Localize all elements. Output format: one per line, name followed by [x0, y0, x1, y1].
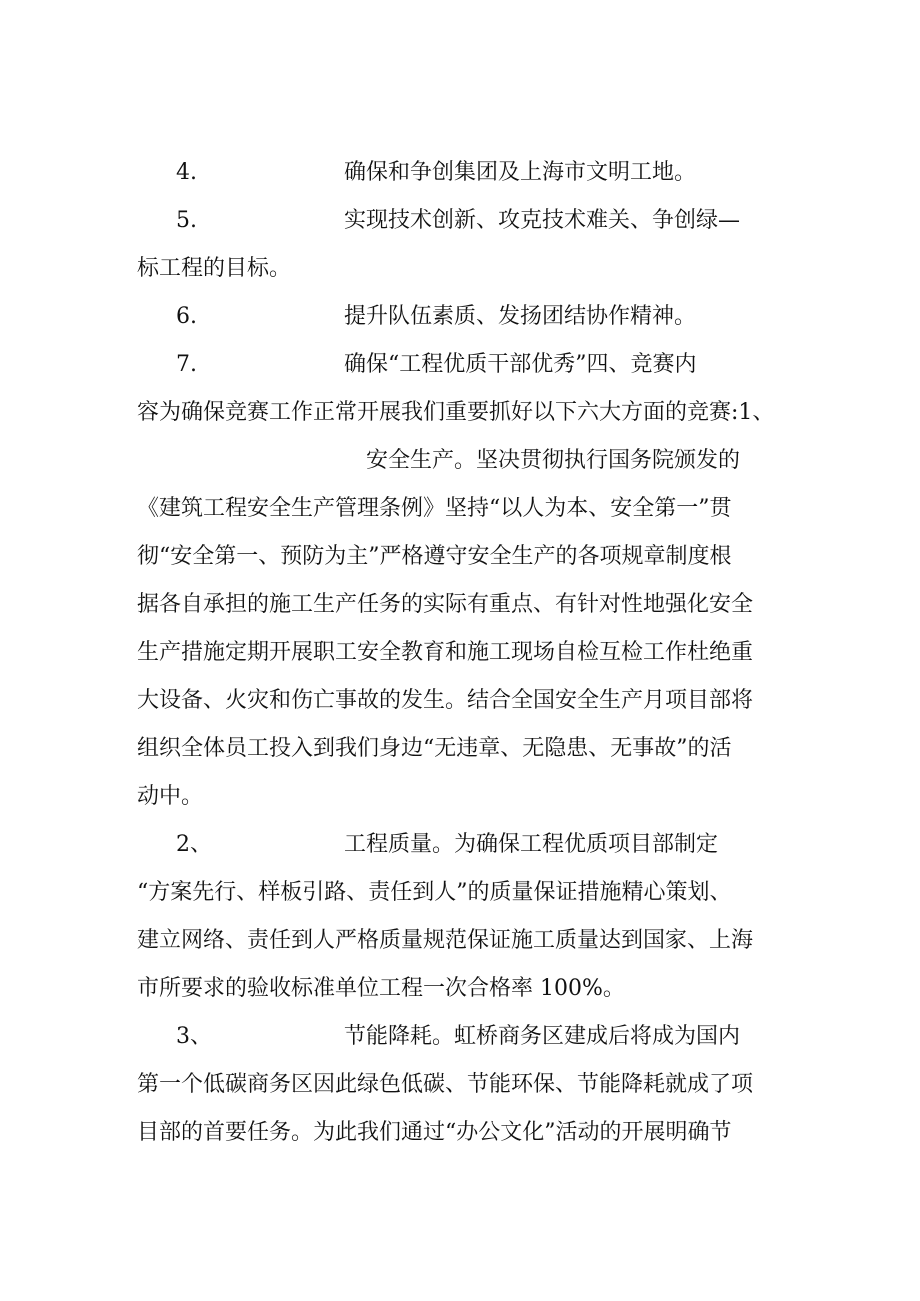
list-item-text: 确保“工程优质干部优秀”四、竞赛内 — [344, 352, 697, 377]
paragraph-line: 目部的首要任务。为此我们通过“办公文化”活动的开展明确节 — [137, 1120, 732, 1145]
list-item-text: 实现技术创新、攻克技术难关、争创绿— — [344, 208, 741, 233]
list-item-number: 4. — [176, 160, 197, 185]
paragraph-line: 据各自承担的施工生产任务的实际有重点、有针对性地强化安全 — [137, 592, 754, 617]
paragraph-line: 大设备、火灾和伤亡事故的发生。结合全国安全生产月项目部将 — [137, 688, 754, 713]
paragraph-line: 生产措施定期开展职工安全教育和施工现场自检互检工作杜绝重 — [137, 640, 754, 665]
paragraph-line: “方案先行、样板引路、责任到人”的质量保证措施精心策划、 — [137, 880, 732, 905]
list-item-continuation: 容为确保竞赛工作正常开展我们重要抓好以下六大方面的竞赛:1、 — [137, 400, 775, 425]
list-item-continuation: 标工程的目标。 — [137, 256, 292, 281]
section-heading-safety: 安全生产。坚决贯彻执行国务院颁发的 — [366, 448, 741, 473]
paragraph-line: 动中。 — [137, 784, 204, 809]
section-number: 3、 — [176, 1024, 212, 1049]
list-item-number: 6. — [176, 304, 197, 329]
paragraph-line: 市所要求的验收标准单位工程一次合格率 100%。 — [137, 976, 625, 1001]
section-heading-quality: 工程质量。为确保工程优质项目部制定 — [344, 832, 719, 857]
list-item-number: 5. — [176, 208, 197, 233]
paragraph-line: 《建筑工程安全生产管理条例》坚持“以人为本、安全第一”贯 — [137, 496, 732, 521]
section-number: 2、 — [176, 832, 212, 857]
list-item-number: 7. — [176, 352, 197, 377]
section-heading-energy: 节能降耗。虹桥商务区建成后将成为国内 — [344, 1024, 741, 1049]
list-item-text: 确保和争创集团及上海市文明工地。 — [344, 160, 697, 185]
paragraph-line: 建立网络、责任到人严格质量规范保证施工质量达到国家、上海 — [137, 928, 754, 953]
paragraph-line: 第一个低碳商务区因此绿色低碳、节能环保、节能降耗就成了项 — [137, 1072, 754, 1097]
paragraph-line: 组织全体员工投入到我们身边“无违章、无隐患、无事故”的活 — [137, 736, 732, 761]
list-item-text: 提升队伍素质、发扬团结协作精神。 — [344, 304, 697, 329]
paragraph-line: 彻“安全第一、预防为主”严格遵守安全生产的各项规章制度根 — [137, 544, 732, 569]
